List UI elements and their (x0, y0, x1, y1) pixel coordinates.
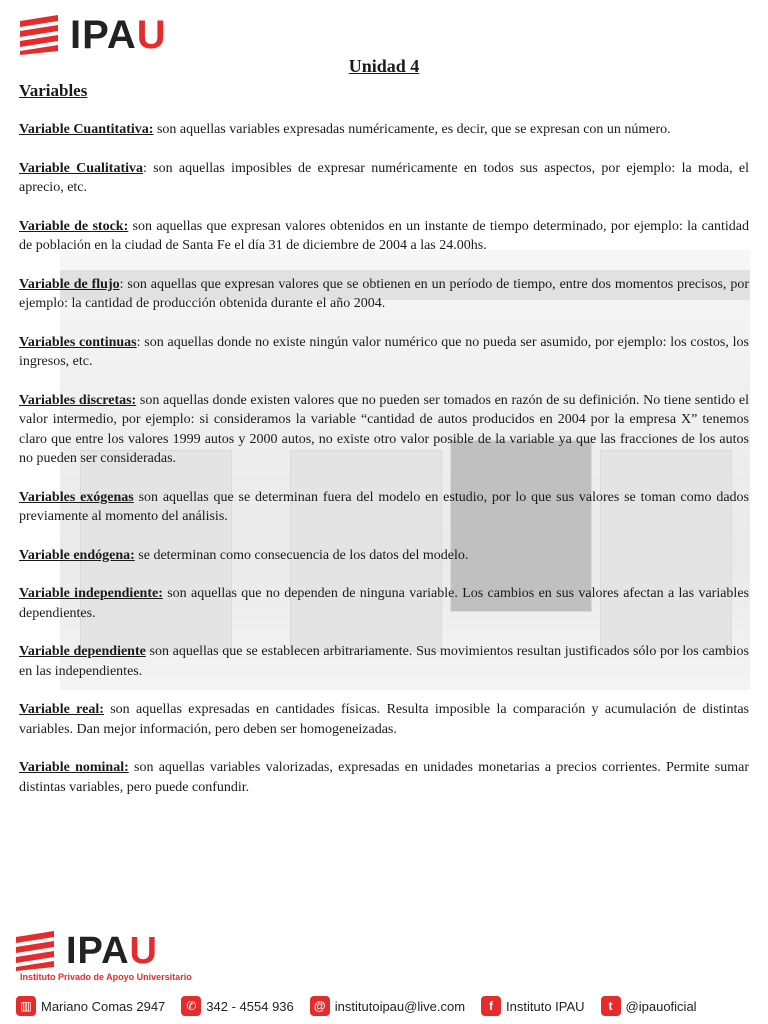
contact-item (181, 996, 293, 1016)
definition-paragraph (19, 546, 749, 566)
definition-paragraph (19, 391, 749, 469)
definition-term: Variable de flujo (19, 276, 120, 292)
contact-label: Mariano Comas 2947 (41, 998, 166, 1014)
facebook-icon: f (481, 996, 501, 1016)
definition-paragraph (19, 488, 749, 527)
definitions-list (19, 120, 749, 816)
definition-paragraph (19, 275, 749, 314)
building-icon: ▥ (16, 996, 36, 1016)
definition-term: Variables discretas: (19, 392, 137, 408)
definition-term: Variables exógenas (19, 489, 134, 505)
definition-paragraph (19, 642, 749, 681)
definition-paragraph (19, 758, 749, 797)
definition-paragraph (19, 120, 749, 140)
twitter-icon: t (601, 996, 621, 1016)
contact-item (16, 996, 165, 1016)
definition-term: Variable real: (19, 702, 104, 717)
contact-label: 342 - 4554 936 (206, 998, 294, 1014)
definition-paragraph (19, 333, 749, 372)
definition-paragraph (19, 217, 749, 256)
contact-row (16, 993, 756, 1019)
definition-text: son aquellas que expresan valores obtenidos en un instante de tiempo determinado, por ejemplo: la cantidad de población en la ciudad de Santa Fe el día 31 de diciembre de 2004 a las 24.00hs. (19, 218, 749, 253)
definition-term: Variable independiente: (19, 586, 163, 601)
contact-label: institutoipau@live.com (334, 998, 466, 1014)
definition-term: Variable dependiente (19, 644, 146, 659)
definition-paragraph (19, 159, 749, 198)
definition-text: son aquellas que se determinan fuera del modelo en estudio, por lo que sus valores se toman como dados previamente al momento del análisis. (19, 489, 749, 524)
definition-text: : son aquellas que expresan valores que se obtienen en un período de tiempo, entre dos momentos precisos, por ejemplo: la cantidad de producción obtenida durante el año 2004. (19, 276, 749, 311)
footer (0, 925, 768, 1024)
definition-paragraph (19, 700, 749, 739)
logo-wordmark: IPAU (70, 13, 167, 57)
definition-paragraph (19, 584, 749, 623)
footer-logo (14, 931, 158, 971)
definition-text: son aquellas que no dependen de ninguna variable. Los cambios en sus valores afectan a las variables dependientes. (19, 586, 749, 621)
contact-item (310, 996, 465, 1016)
definition-text: son aquellas variables valorizadas, expresadas en unidades monetarias a precios corrientes. Permite sumar distintas variables, pero puede confundir. (19, 760, 749, 795)
definition-term: Variables continuas (19, 334, 137, 350)
definition-term: Variable endógena: (19, 547, 135, 563)
definition-text: son aquellas expresadas en cantidades físicas. Resulta imposible la comparación y acumulación de distintas variables. Dan mejor información, pero deben ser homogeneizadas. (19, 702, 749, 737)
definition-term: Variable de stock: (19, 218, 129, 234)
footer-subtitle: Instituto Privado de Apoyo Universitario (20, 972, 192, 982)
definition-text: se determinan como consecuencia de los datos del modelo. (134, 547, 469, 563)
page-title: Unidad 4 (348, 56, 420, 76)
logo-wordmark: IPAU (66, 930, 158, 972)
definition-text: son aquellas variables expresadas numéricamente, es decir, que se expresan con un número. (153, 122, 671, 137)
definition-term: Variable Cualitativa (19, 160, 143, 176)
at-icon: @ (310, 996, 330, 1016)
definition-term: Variable Cuantitativa: (19, 122, 154, 137)
definition-text: son aquellas donde existen valores que no pueden ser tomados en razón de su definición. No tiene sentido el valor intermedio, por ejemplo: si consideramos la variable “cantidad de autos producidos en 2004 por la empresa X” tenemos claro que entre los valores 1999 autos y 2000 autos, no existe otro valor posible de la variable ya que las fracciones de los autos no pueden ser consideradas. (19, 392, 749, 466)
definition-text: : son aquellas donde no existe ningún valor numérico que no pueda ser asumido, por ejemplo: los costos, los ingresos, etc. (19, 334, 749, 369)
section-heading: Variables (19, 81, 88, 100)
definition-text: son aquellas que se establecen arbitrariamente. Sus movimientos resultan justificados sólo por los cambios en las independientes. (19, 644, 750, 679)
contact-label: Instituto IPAU (506, 998, 585, 1014)
header-logo (18, 14, 167, 56)
ipau-logo-icon (14, 931, 60, 971)
contact-item (601, 996, 697, 1016)
contact-label: @ipauoficial (625, 998, 697, 1014)
phone-icon: ✆ (181, 996, 201, 1016)
ipau-logo-icon (18, 15, 64, 55)
definition-text: : son aquellas imposibles de expresar numéricamente en todos sus aspectos, por ejemplo: la moda, el aprecio, etc. (19, 160, 749, 195)
contact-item (481, 996, 585, 1016)
definition-term: Variable nominal: (19, 760, 129, 775)
